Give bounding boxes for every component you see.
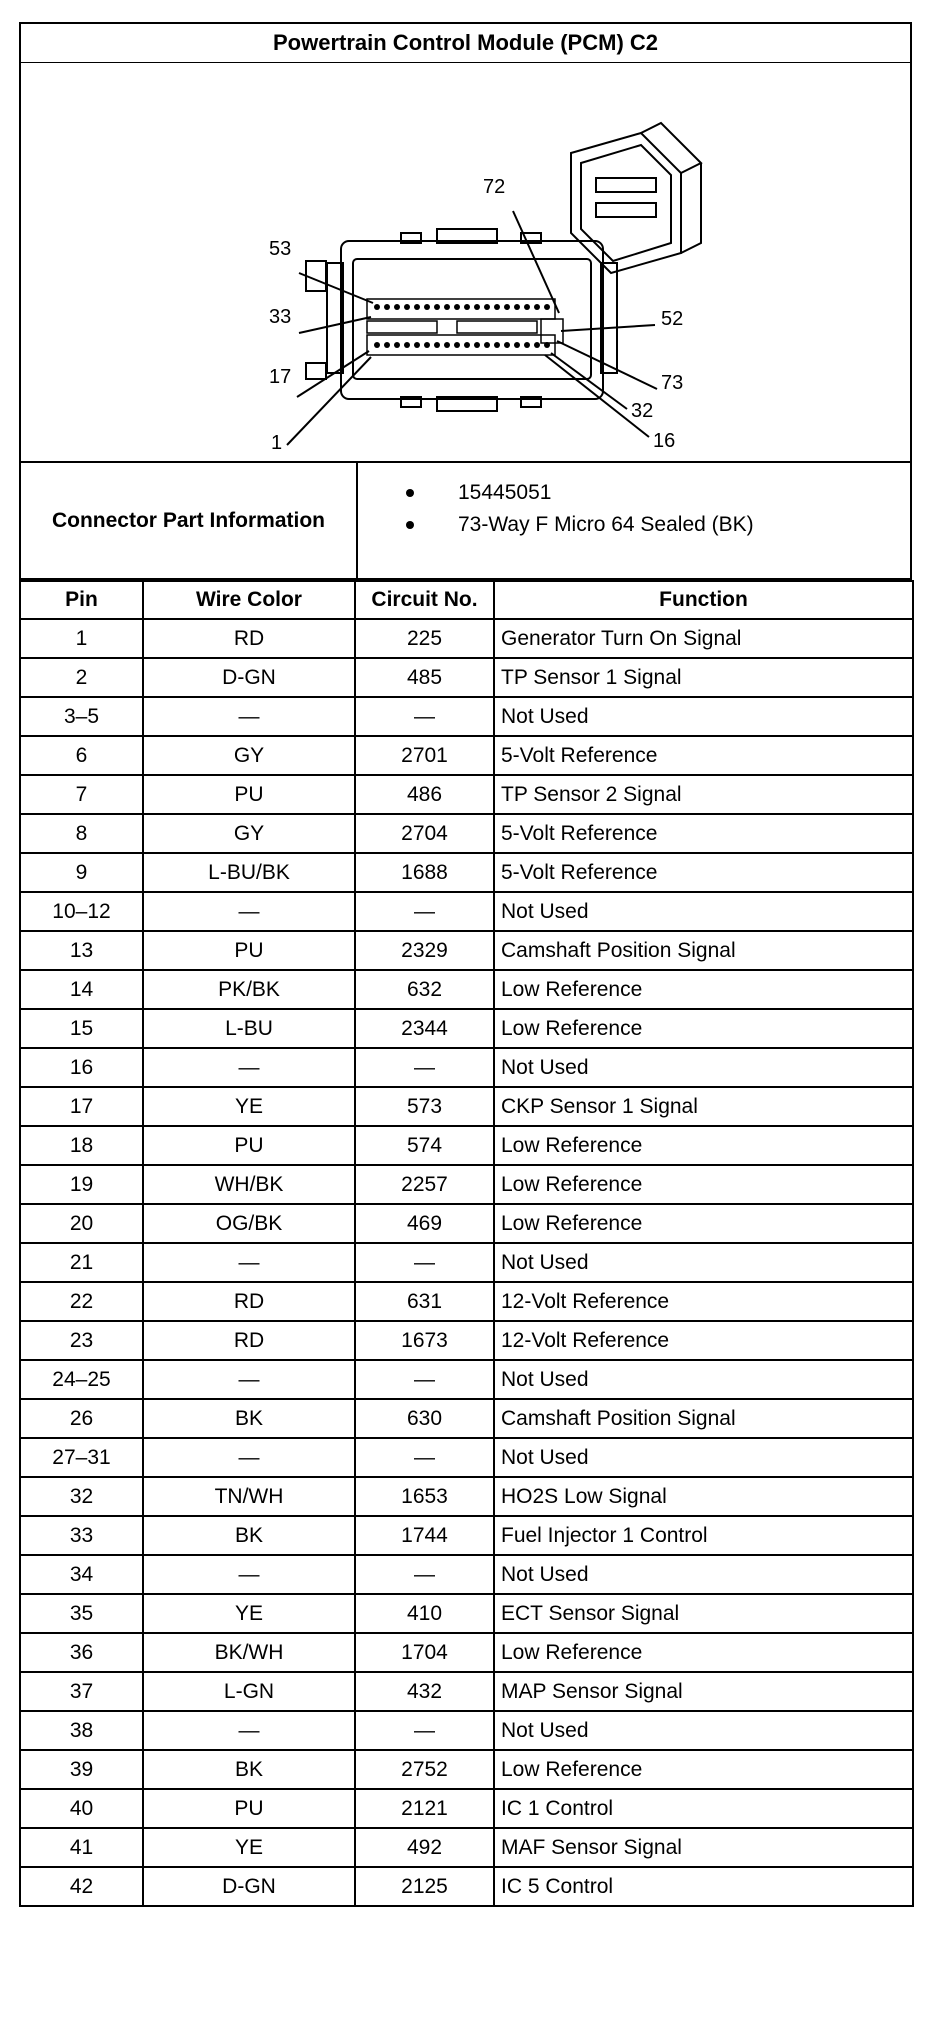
table-row bbox=[20, 1594, 913, 1633]
bullet-icon bbox=[406, 521, 414, 529]
cell-circuit-no: — bbox=[355, 1555, 494, 1594]
table-row bbox=[20, 1126, 913, 1165]
cell-circuit-no: 632 bbox=[355, 970, 494, 1009]
cell-circuit-no: 1704 bbox=[355, 1633, 494, 1672]
cell-pin: 15 bbox=[20, 1009, 143, 1048]
cell-wire-color: PU bbox=[143, 1126, 355, 1165]
table-row bbox=[20, 658, 913, 697]
cell-function: Generator Turn On Signal bbox=[494, 619, 913, 658]
table-row bbox=[20, 970, 913, 1009]
cell-circuit-no: 2121 bbox=[355, 1789, 494, 1828]
table-row bbox=[20, 1048, 913, 1087]
cell-pin: 16 bbox=[20, 1048, 143, 1087]
table-header-row bbox=[20, 581, 913, 619]
table-row bbox=[20, 1555, 913, 1594]
table-row bbox=[20, 1321, 913, 1360]
table-row bbox=[20, 1789, 913, 1828]
cell-wire-color: GY bbox=[143, 814, 355, 853]
table-row bbox=[20, 814, 913, 853]
cell-pin: 14 bbox=[20, 970, 143, 1009]
cell-wire-color: BK bbox=[143, 1516, 355, 1555]
cell-wire-color: YE bbox=[143, 1087, 355, 1126]
cell-pin: 24–25 bbox=[20, 1360, 143, 1399]
cell-circuit-no: 630 bbox=[355, 1399, 494, 1438]
bullet-icon bbox=[406, 489, 414, 497]
cell-function: Not Used bbox=[494, 1555, 913, 1594]
cell-circuit-no: 485 bbox=[355, 658, 494, 697]
table-row bbox=[20, 1360, 913, 1399]
callout-52: 52 bbox=[661, 308, 684, 330]
cell-circuit-no: — bbox=[355, 1438, 494, 1477]
cell-function: Not Used bbox=[494, 697, 913, 736]
cell-circuit-no: 410 bbox=[355, 1594, 494, 1633]
cell-function: Camshaft Position Signal bbox=[494, 931, 913, 970]
list-item bbox=[406, 477, 910, 509]
header-pin: Pin bbox=[20, 581, 143, 619]
cell-circuit-no: 2704 bbox=[355, 814, 494, 853]
callout-33: 33 bbox=[269, 306, 292, 328]
callout-73: 73 bbox=[661, 372, 684, 394]
callout-72: 72 bbox=[483, 176, 506, 198]
cell-wire-color: PK/BK bbox=[143, 970, 355, 1009]
cell-wire-color: — bbox=[143, 1048, 355, 1087]
cell-function: 12-Volt Reference bbox=[494, 1321, 913, 1360]
cell-function: CKP Sensor 1 Signal bbox=[494, 1087, 913, 1126]
table-row bbox=[20, 1204, 913, 1243]
table-row bbox=[20, 1867, 913, 1906]
cell-function: Not Used bbox=[494, 1048, 913, 1087]
table-row bbox=[20, 1282, 913, 1321]
cell-pin: 2 bbox=[20, 658, 143, 697]
cell-circuit-no: — bbox=[355, 1711, 494, 1750]
table-row bbox=[20, 736, 913, 775]
table-row bbox=[20, 892, 913, 931]
table-row bbox=[20, 1633, 913, 1672]
cell-function: Low Reference bbox=[494, 970, 913, 1009]
cell-wire-color: D-GN bbox=[143, 1867, 355, 1906]
cell-circuit-no: 432 bbox=[355, 1672, 494, 1711]
cell-circuit-no: 2344 bbox=[355, 1009, 494, 1048]
cell-pin: 37 bbox=[20, 1672, 143, 1711]
cell-function: Low Reference bbox=[494, 1633, 913, 1672]
cell-pin: 40 bbox=[20, 1789, 143, 1828]
table-row bbox=[20, 1438, 913, 1477]
part-description: 73-Way F Micro 64 Sealed (BK) bbox=[458, 513, 754, 536]
cell-pin: 13 bbox=[20, 931, 143, 970]
connector-part-list bbox=[358, 463, 910, 578]
cell-wire-color: L-BU bbox=[143, 1009, 355, 1048]
cell-pin: 8 bbox=[20, 814, 143, 853]
cell-pin: 23 bbox=[20, 1321, 143, 1360]
list-item bbox=[406, 509, 910, 541]
cell-pin: 20 bbox=[20, 1204, 143, 1243]
cell-wire-color: — bbox=[143, 1438, 355, 1477]
cell-function: Low Reference bbox=[494, 1204, 913, 1243]
cell-function: TP Sensor 1 Signal bbox=[494, 658, 913, 697]
table-row bbox=[20, 1672, 913, 1711]
cell-pin: 6 bbox=[20, 736, 143, 775]
cell-circuit-no: 2329 bbox=[355, 931, 494, 970]
cell-wire-color: — bbox=[143, 1360, 355, 1399]
cell-pin: 27–31 bbox=[20, 1438, 143, 1477]
table-row bbox=[20, 1750, 913, 1789]
cell-circuit-no: 1653 bbox=[355, 1477, 494, 1516]
cell-circuit-no: 2701 bbox=[355, 736, 494, 775]
callout-32: 32 bbox=[631, 400, 654, 422]
cell-wire-color: — bbox=[143, 892, 355, 931]
cell-function: TP Sensor 2 Signal bbox=[494, 775, 913, 814]
cell-wire-color: L-GN bbox=[143, 1672, 355, 1711]
table-row bbox=[20, 1243, 913, 1282]
cell-function: Low Reference bbox=[494, 1126, 913, 1165]
callout-16: 16 bbox=[653, 430, 676, 452]
cell-wire-color: RD bbox=[143, 1282, 355, 1321]
cell-circuit-no: 225 bbox=[355, 619, 494, 658]
cell-function: Not Used bbox=[494, 1711, 913, 1750]
callout-1: 1 bbox=[271, 432, 283, 454]
part-number: 15445051 bbox=[458, 481, 552, 504]
cell-circuit-no: — bbox=[355, 1243, 494, 1282]
table-row bbox=[20, 697, 913, 736]
cell-function: 5-Volt Reference bbox=[494, 853, 913, 892]
cell-circuit-no: — bbox=[355, 892, 494, 931]
cell-pin: 26 bbox=[20, 1399, 143, 1438]
cell-wire-color: — bbox=[143, 1243, 355, 1282]
cell-function: IC 1 Control bbox=[494, 1789, 913, 1828]
callout-53: 53 bbox=[269, 238, 292, 260]
cell-circuit-no: 2125 bbox=[355, 1867, 494, 1906]
table-row bbox=[20, 1516, 913, 1555]
cell-circuit-no: 631 bbox=[355, 1282, 494, 1321]
cell-pin: 22 bbox=[20, 1282, 143, 1321]
table-row bbox=[20, 1009, 913, 1048]
cell-wire-color: RD bbox=[143, 619, 355, 658]
page-title: Powertrain Control Module (PCM) C2 bbox=[19, 22, 912, 63]
cell-function: 5-Volt Reference bbox=[494, 814, 913, 853]
header-wire-color: Wire Color bbox=[143, 581, 355, 619]
cell-circuit-no: — bbox=[355, 1360, 494, 1399]
cell-pin: 18 bbox=[20, 1126, 143, 1165]
table-row bbox=[20, 853, 913, 892]
cell-wire-color: D-GN bbox=[143, 658, 355, 697]
cell-wire-color: BK/WH bbox=[143, 1633, 355, 1672]
table-row bbox=[20, 775, 913, 814]
cell-circuit-no: 2257 bbox=[355, 1165, 494, 1204]
pinout-table bbox=[19, 580, 914, 1907]
cell-pin: 21 bbox=[20, 1243, 143, 1282]
table-row bbox=[20, 619, 913, 658]
cell-pin: 19 bbox=[20, 1165, 143, 1204]
table-row bbox=[20, 1477, 913, 1516]
cell-pin: 9 bbox=[20, 853, 143, 892]
cell-function: Low Reference bbox=[494, 1750, 913, 1789]
cell-wire-color: TN/WH bbox=[143, 1477, 355, 1516]
cell-wire-color: RD bbox=[143, 1321, 355, 1360]
cell-wire-color: OG/BK bbox=[143, 1204, 355, 1243]
cell-function: Camshaft Position Signal bbox=[494, 1399, 913, 1438]
cell-wire-color: PU bbox=[143, 931, 355, 970]
cell-pin: 35 bbox=[20, 1594, 143, 1633]
cell-circuit-no: — bbox=[355, 697, 494, 736]
cell-function: Not Used bbox=[494, 1438, 913, 1477]
cell-function: MAF Sensor Signal bbox=[494, 1828, 913, 1867]
cell-function: ECT Sensor Signal bbox=[494, 1594, 913, 1633]
cell-circuit-no: 574 bbox=[355, 1126, 494, 1165]
cell-wire-color: — bbox=[143, 1711, 355, 1750]
cell-wire-color: YE bbox=[143, 1828, 355, 1867]
cell-wire-color: PU bbox=[143, 1789, 355, 1828]
cell-function: MAP Sensor Signal bbox=[494, 1672, 913, 1711]
cell-circuit-no: 492 bbox=[355, 1828, 494, 1867]
cell-function: Not Used bbox=[494, 1360, 913, 1399]
cell-function: IC 5 Control bbox=[494, 1867, 913, 1906]
cell-wire-color: — bbox=[143, 1555, 355, 1594]
cell-pin: 38 bbox=[20, 1711, 143, 1750]
cell-wire-color: YE bbox=[143, 1594, 355, 1633]
cell-pin: 3–5 bbox=[20, 697, 143, 736]
cell-wire-color: L-BU/BK bbox=[143, 853, 355, 892]
callout-17: 17 bbox=[269, 366, 292, 388]
cell-pin: 17 bbox=[20, 1087, 143, 1126]
cell-circuit-no: 486 bbox=[355, 775, 494, 814]
cell-circuit-no: — bbox=[355, 1048, 494, 1087]
connector-part-label: Connector Part Information bbox=[21, 463, 358, 578]
cell-wire-color: BK bbox=[143, 1399, 355, 1438]
table-row bbox=[20, 1399, 913, 1438]
cell-wire-color: GY bbox=[143, 736, 355, 775]
cell-pin: 33 bbox=[20, 1516, 143, 1555]
cell-pin: 10–12 bbox=[20, 892, 143, 931]
pinout-sheet bbox=[19, 22, 912, 1907]
cell-pin: 7 bbox=[20, 775, 143, 814]
cell-function: Not Used bbox=[494, 1243, 913, 1282]
connector-part-info bbox=[19, 463, 912, 580]
table-row bbox=[20, 1087, 913, 1126]
cell-function: Not Used bbox=[494, 892, 913, 931]
cell-circuit-no: 1673 bbox=[355, 1321, 494, 1360]
cell-pin: 42 bbox=[20, 1867, 143, 1906]
cell-function: 5-Volt Reference bbox=[494, 736, 913, 775]
table-row bbox=[20, 1828, 913, 1867]
cell-function: Fuel Injector 1 Control bbox=[494, 1516, 913, 1555]
header-circuit-no: Circuit No. bbox=[355, 581, 494, 619]
cell-circuit-no: 2752 bbox=[355, 1750, 494, 1789]
cell-wire-color: PU bbox=[143, 775, 355, 814]
cell-circuit-no: 469 bbox=[355, 1204, 494, 1243]
cell-wire-color: — bbox=[143, 697, 355, 736]
table-row bbox=[20, 1711, 913, 1750]
cell-pin: 1 bbox=[20, 619, 143, 658]
cell-function: HO2S Low Signal bbox=[494, 1477, 913, 1516]
cell-circuit-no: 1744 bbox=[355, 1516, 494, 1555]
cell-pin: 41 bbox=[20, 1828, 143, 1867]
table-row bbox=[20, 1165, 913, 1204]
cell-pin: 34 bbox=[20, 1555, 143, 1594]
cell-circuit-no: 573 bbox=[355, 1087, 494, 1126]
cell-pin: 39 bbox=[20, 1750, 143, 1789]
cell-function: Low Reference bbox=[494, 1165, 913, 1204]
cell-wire-color: BK bbox=[143, 1750, 355, 1789]
cell-function: 12-Volt Reference bbox=[494, 1282, 913, 1321]
table-row bbox=[20, 931, 913, 970]
cell-wire-color: WH/BK bbox=[143, 1165, 355, 1204]
cell-function: Low Reference bbox=[494, 1009, 913, 1048]
header-function: Function bbox=[494, 581, 913, 619]
connector-drawing bbox=[21, 63, 910, 461]
cell-pin: 32 bbox=[20, 1477, 143, 1516]
connector-diagram bbox=[19, 63, 912, 463]
cell-pin: 36 bbox=[20, 1633, 143, 1672]
cell-circuit-no: 1688 bbox=[355, 853, 494, 892]
